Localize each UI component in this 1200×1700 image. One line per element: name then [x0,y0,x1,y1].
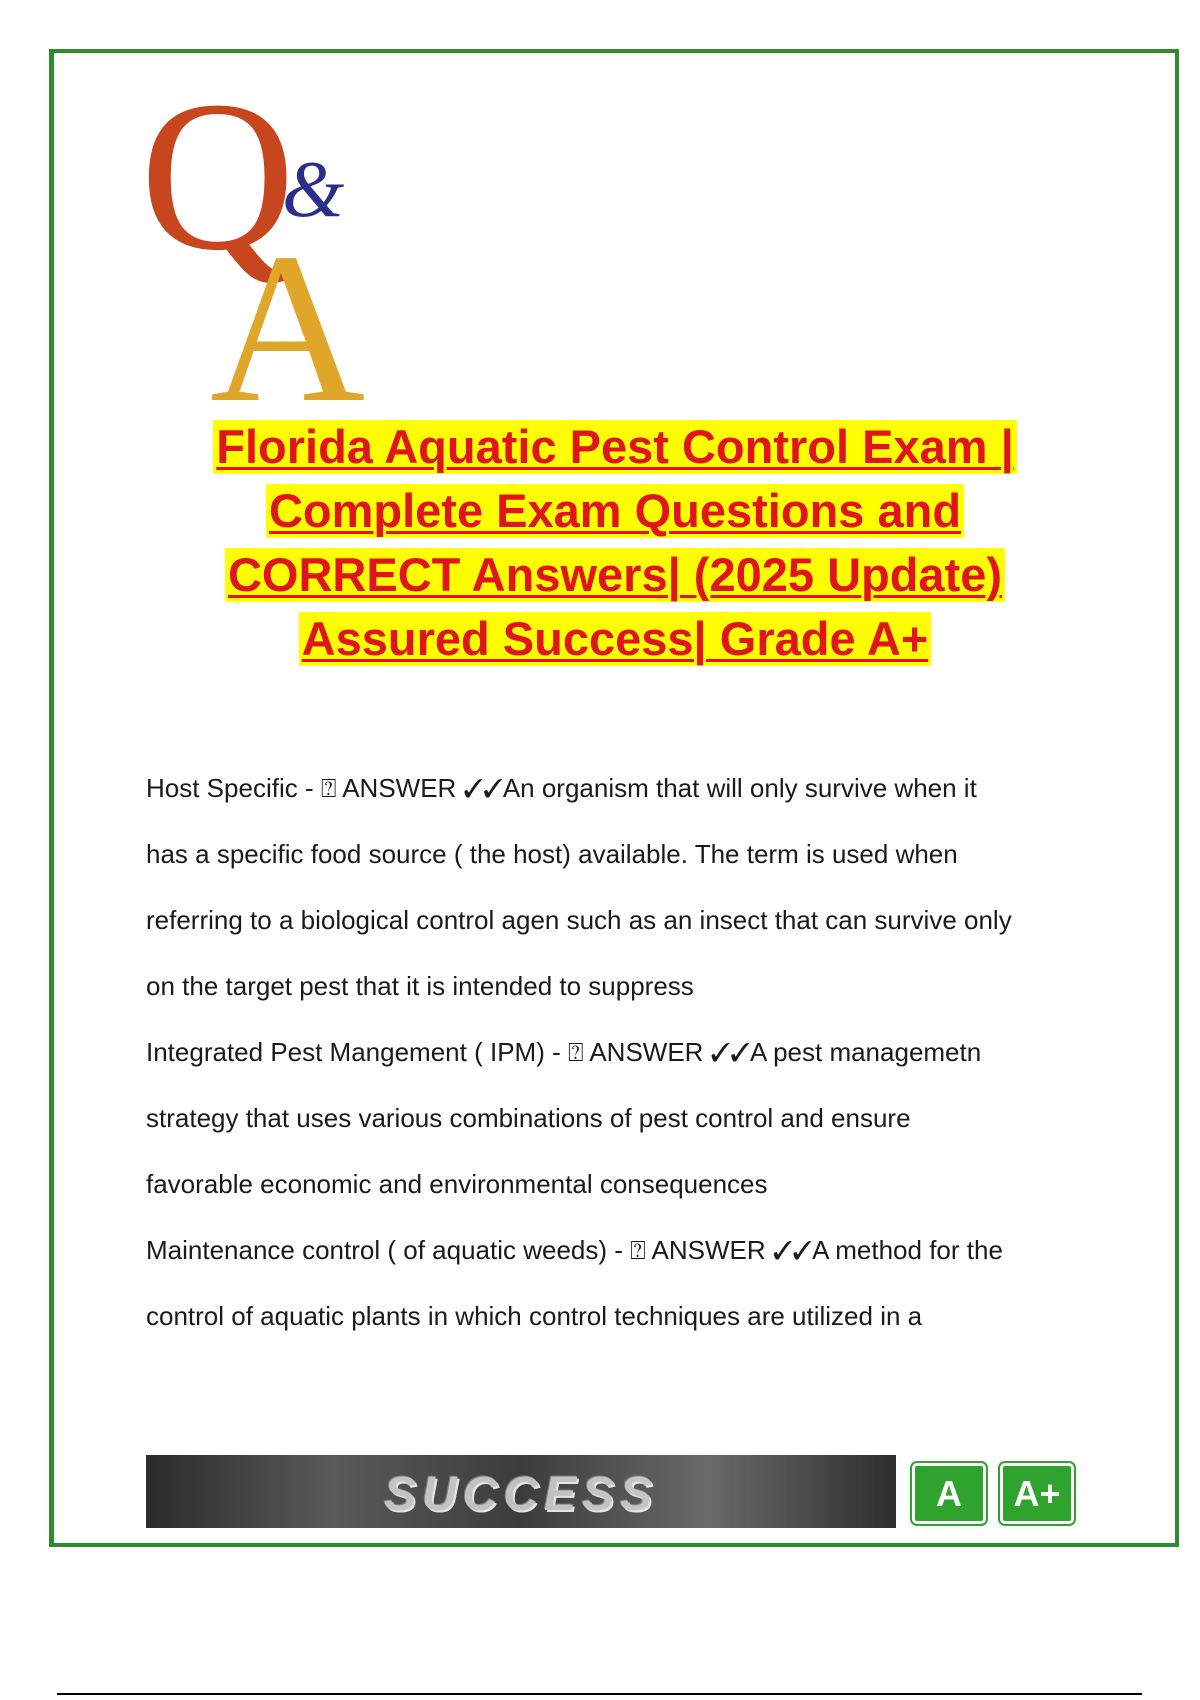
qa-logo [140,70,430,410]
logo-a: A [210,208,366,410]
qa-text-line: referring to a biological control agen such as an insect that can survive only [146,905,1012,935]
logo-ampersand: & [282,146,345,234]
qa-text-line: Host Specific - ⍰ ANSWER ✓✓An organism that will only survive when it [146,773,977,803]
title-line: CORRECT Answers| (2025 Update) [225,548,1005,602]
document-title [150,420,1080,676]
page-divider [57,1693,1142,1695]
title-line: Florida Aquatic Pest Control Exam | [213,420,1017,474]
success-banner-text: SUCCESS [383,1468,659,1521]
title-line: Assured Success| Grade A+ [299,612,932,666]
qa-list [146,773,1106,1367]
qa-text-line: on the target pest that it is intended to suppress [146,971,694,1001]
qa-text-line: has a specific food source ( the host) available. The term is used when [146,839,958,869]
qa-text-line: control of aquatic plants in which control techniques are utilized in a [146,1301,923,1331]
qa-item-maintenance-control [146,1235,1106,1349]
qa-item-ipm [146,1037,1106,1217]
qa-text-line: Maintenance control ( of aquatic weeds) - ⍰ ANSWER ✓✓A method for the [146,1235,1003,1265]
grade-a-plus-badge: A+ [1000,1463,1074,1524]
qa-text-line: Integrated Pest Mangement ( IPM) - ⍰ ANSWER ✓✓A pest managemetn [146,1037,982,1067]
title-line: Complete Exam Questions and [266,484,964,538]
logo-q: Q [140,70,296,295]
qa-text-line: strategy that uses various combinations of pest control and ensure [146,1103,911,1133]
qa-item-host-specific [146,773,1106,1019]
success-banner-image [146,1455,896,1528]
qa-text-line: favorable economic and environmental consequences [146,1169,768,1199]
grade-a-badge: A [912,1463,986,1524]
